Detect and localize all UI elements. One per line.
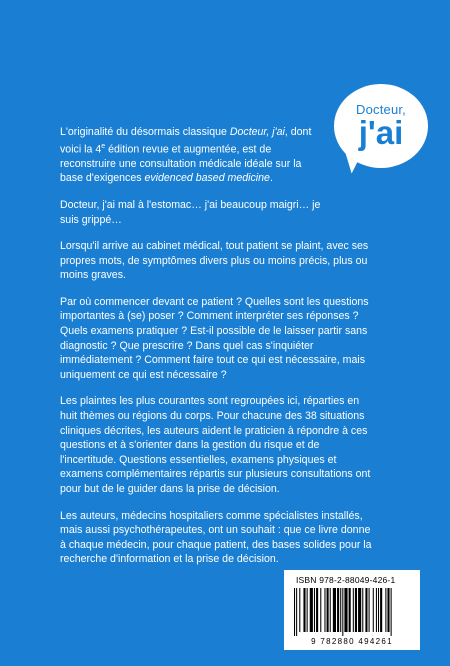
barcode-bar [299, 588, 300, 632]
barcode-bar [324, 588, 325, 632]
contents-paragraph: Les plaintes les plus courantes sont regroupées ici, réparties en huit thèmes ou régions du corps. Pour chacune des 38 situations cliniques décrites, les auteurs aident le praticien à répondre à ces questions et à s'orienter dans la gestion du risque et de l'incertitude. Questions essentielles, examens physiques et examens complémentaires répartis sur plusieurs consultations ont pour but de le guider dans la prise de décision. [60, 395, 371, 495]
barcode-bar [355, 588, 357, 632]
authors-paragraph: Les auteurs, médecins hospitaliers comme spécialistes installés, mais aussi psychothérapeutes, ont un souhait : que ce livre donne à chaque médecin, pour chaque patient, des bases solides pour la recherche d'information et la prise de décision. [60, 509, 372, 566]
barcode-bar [340, 588, 341, 632]
barcode-bar [310, 588, 313, 632]
intro-text-1: L'originalité du désormais classique [60, 126, 230, 138]
barcode-bar [362, 588, 363, 632]
patient-arrival-paragraph: Lorsqu'il arrive au cabinet médical, tout patient se plaint, avec ses propres mots, de symptômes divers plus ou moins précis, plus ou moins graves. [60, 240, 369, 282]
barcode-bar [314, 588, 315, 632]
barcode-bar [307, 588, 308, 632]
intro-text-4: . [269, 172, 273, 185]
barcode-bar [391, 588, 392, 636]
barcode-bar [294, 588, 295, 636]
barcode-bar [330, 588, 331, 632]
barcode-bar [342, 588, 343, 636]
ebm-italic: evidenced based medicine [144, 172, 270, 185]
logo-line2: j'ai [358, 114, 404, 151]
isbn-text: ISBN 978-2-88049-426-1 [296, 575, 396, 585]
barcode-bar [316, 588, 318, 632]
barcode-bar [320, 588, 321, 632]
intro-text-2: , dont voici la 4 [60, 126, 312, 156]
patient-quote-paragraph: Docteur, j'ai mal à l'estomac… j'ai beaucoup maigri… je suis grippé… [60, 198, 321, 226]
barcode-label [284, 570, 420, 650]
barcode-bar [327, 588, 329, 632]
barcode-bars [294, 588, 410, 636]
barcode-bar [296, 588, 297, 636]
intro-text-3: édition revue et augmentée, est de reconstruire une consultation médicale idéale sur la base d'exigences [60, 143, 302, 185]
barcode-bar [353, 588, 354, 632]
barcode-bar [344, 588, 347, 632]
barcode-bar [376, 588, 377, 632]
logo-line1: Docteur, [355, 102, 406, 117]
barcode-number: 9 782880 494261 [311, 637, 393, 646]
barcode-bar [337, 588, 339, 632]
barcode-bar [333, 588, 336, 632]
barcode-bar [303, 588, 305, 632]
barcode-bar [358, 588, 361, 632]
barcode-bar [349, 588, 351, 632]
barcode-bar [378, 588, 379, 632]
blurb-text [60, 125, 378, 579]
barcode-bar [385, 588, 386, 632]
intro-paragraph [60, 125, 325, 186]
questions-paragraph: Par où commencer devant ce patient ? Quelles sont les questions importantes à (se) poser ? Comment interpréter ses réponses ? Quels examens pratiquer ? Est-il possible de le laisser partir sans diagnostic ? Que prescrire ? Dans quel cas s'inquiéter immédiatement ? Comment faire tout ce qui est nécessaire, mais uniquement ce qui est nécessaire ? [60, 295, 369, 381]
barcode-bar [369, 588, 370, 632]
barcode-bar [380, 588, 382, 632]
barcode-bar [387, 588, 389, 632]
barcode-bar [365, 588, 367, 632]
barcode-bar [373, 588, 374, 632]
edition-superscript: e [101, 142, 106, 150]
book-title-italic: Docteur, j'ai [229, 126, 285, 138]
